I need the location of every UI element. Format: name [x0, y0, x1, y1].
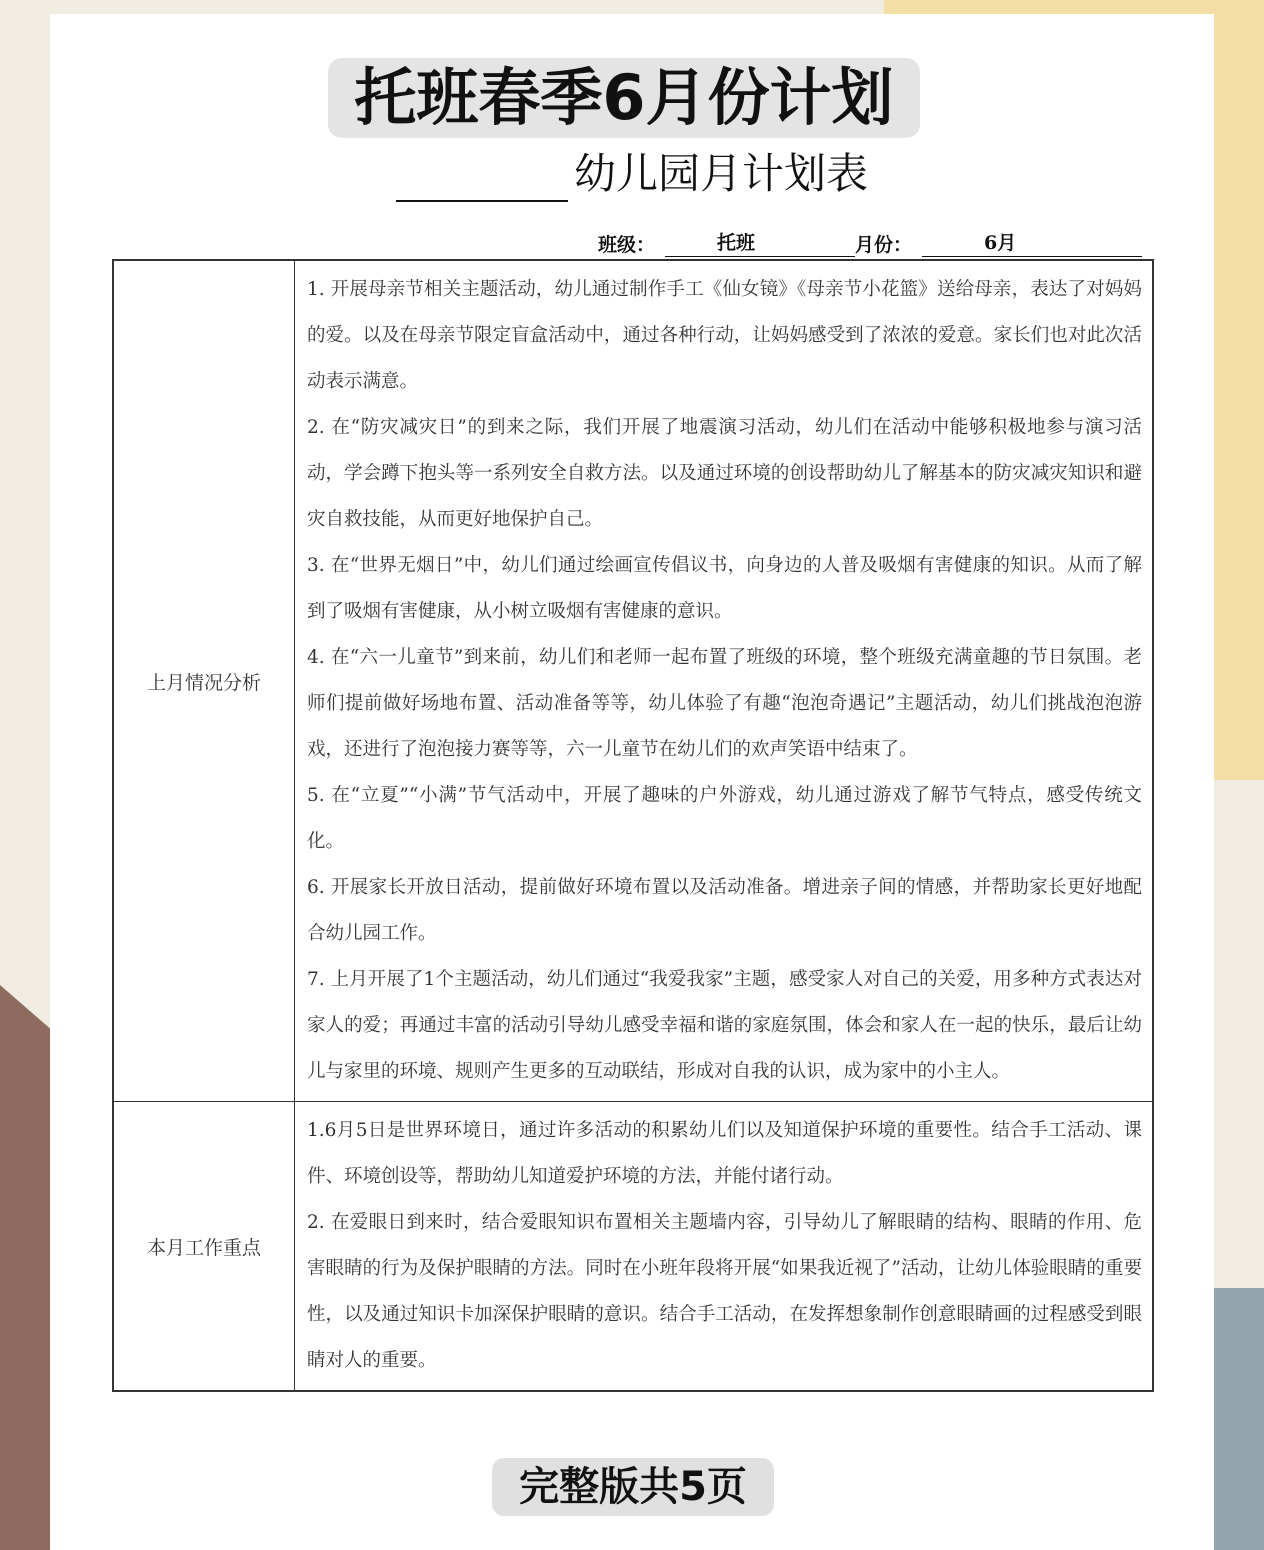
table-row	[113, 1102, 1153, 1392]
page-count-badge: 完整版共5页	[492, 1458, 774, 1516]
month-label: 月份：	[855, 234, 913, 256]
paragraph: 5. 在“立夏”“小满”节气活动中，开展了趣味的户外游戏，幼儿通过游戏了解节气特点，感受传统文化。	[307, 785, 1142, 852]
row-content	[295, 1102, 1154, 1392]
class-value: 托班	[665, 228, 855, 257]
paragraph: 1. 开展母亲节相关主题活动，幼儿通过制作手工《仙女镜》《母亲节小花篮》送给母亲，表达了对妈妈的爱。以及在母亲节限定盲盒活动中，通过各种行动，让妈妈感受到了浓浓的爱意。家长们也对此次活动表示满意。	[307, 279, 1142, 392]
sub-title-text: 幼儿园月计划表	[574, 149, 869, 198]
class-label: 班级：	[598, 234, 656, 256]
kindergarten-name-blank	[396, 154, 568, 202]
paragraph: 4. 在“六一儿童节”到来前，幼儿们和老师一起布置了班级的环境，整个班级充满童趣的节日氛围。老师们提前做好场地布置、活动准备等等，幼儿体验了有趣“泡泡奇遇记”主题活动，幼儿们挑战泡泡游戏，还进行了泡泡接力赛等等，六一儿童节在幼儿们的欢声笑语中结束了。	[307, 647, 1142, 760]
paragraph: 1.6月5日是世界环境日，通过许多活动的积累幼儿们以及知道保护环境的重要性。结合手工活动、课件、环境创设等，帮助幼儿知道爱护环境的方法，并能付诸行动。	[307, 1120, 1142, 1187]
paragraph: 6. 开展家长开放日活动，提前做好环境布置以及活动准备。增进亲子间的情感，并帮助家长更好地配合幼儿园工作。	[307, 877, 1142, 944]
class-month-line	[598, 228, 1142, 257]
month-value: 6月	[922, 228, 1142, 257]
paragraph: 2. 在“防灾减灾日”的到来之际，我们开展了地震演习活动，幼儿们在活动中能够积极地参与演习活动，学会蹲下抱头等一系列安全自救方法。以及通过环境的创设帮助幼儿了解基本的防灾减灾知识和避灾自救技能，从而更好地保护自己。	[307, 417, 1142, 530]
document-sheet	[50, 14, 1214, 1550]
paragraph: 7. 上月开展了1个主题活动，幼儿们通过“我爱我家”主题，感受家人对自己的关爱，用多种方式表达对家人的爱；再通过丰富的活动引导幼儿感受幸福和谐的家庭氛围，体会和家人在一起的快乐，最后让幼儿与家里的环境、规则产生更多的互动联结，形成对自我的认识，成为家中的小主人。	[307, 969, 1142, 1082]
row-label: 上月情况分析	[113, 260, 295, 1102]
paragraph: 3. 在“世界无烟日”中，幼儿们通过绘画宣传倡议书，向身边的人普及吸烟有害健康的知识。从而了解到了吸烟有害健康，从小树立吸烟有害健康的意识。	[307, 555, 1142, 622]
row-content	[295, 260, 1154, 1102]
monthly-plan-table	[112, 259, 1154, 1392]
main-title: 托班春季6月份计划	[328, 58, 920, 138]
sub-title	[396, 146, 868, 202]
paragraph: 2. 在爱眼日到来时，结合爱眼知识布置相关主题墙内容，引导幼儿了解眼睛的结构、眼睛的作用、危害眼睛的行为及保护眼睛的方法。同时在小班年段将开展“如果我近视了”活动，让幼儿体验眼睛的重要性，以及通过知识卡加深保护眼睛的意识。结合手工活动，在发挥想象制作创意眼睛画的过程感受到眼睛对人的重要。	[307, 1212, 1142, 1371]
row-label: 本月工作重点	[113, 1102, 295, 1392]
table-row	[113, 260, 1153, 1102]
